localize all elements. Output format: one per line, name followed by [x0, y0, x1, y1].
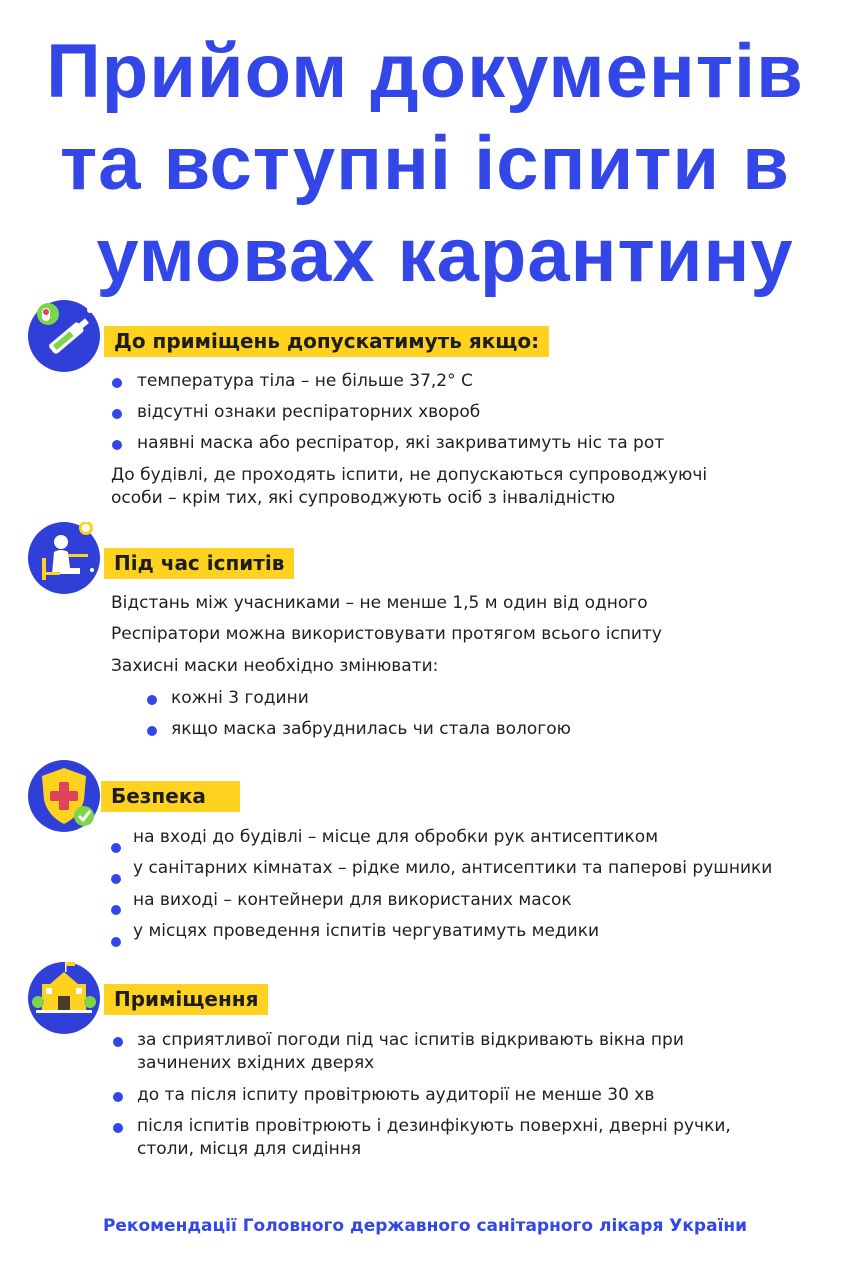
admission-note-line-1: До будівлі, де проходять іспити, не допускаються супроводжуючі [111, 465, 708, 485]
list-item: на виході – контейнери для використаних масок [133, 890, 572, 910]
list-item: на вході до будівлі – місце для обробки рук антисептиком [133, 827, 659, 847]
list-item: температура тіла – не більше 37,2° С [137, 371, 473, 391]
list-item: якщо маска забруднилась чи стала вологою [171, 719, 571, 739]
masks-line: Захисні маски необхідно змінювати: [111, 656, 439, 676]
bullet-dot [147, 695, 157, 705]
list-item: у місцях проведення іспитів чергуватимуть медики [133, 921, 600, 941]
title-line-2: та вступні іспити в [60, 121, 790, 206]
list-item: наявні маска або респіратор, які закриватимуть ніс та рот [137, 433, 665, 453]
bullet-dot [147, 726, 157, 736]
bullet-dot [111, 843, 121, 853]
bullet-dot [113, 1123, 123, 1133]
shield-cross-icon [28, 760, 100, 832]
bullet-dot [111, 937, 121, 947]
section-heading: До приміщень допускатимуть якщо: [104, 326, 549, 357]
bullet-dot [112, 440, 122, 450]
respirator-line: Респіратори можна використовувати протягом всього іспиту [111, 624, 662, 644]
list-item: після іспитів провітрюють і дезинфікують поверхні, дверні ручки, столи, місця для сидіння [137, 1116, 731, 1159]
student-at-desk-icon [28, 522, 100, 594]
thermometer-icon [28, 300, 100, 372]
list-item: у санітарних кімнатах – рідке мило, антисептики та паперові рушники [133, 858, 773, 878]
section-heading: Під час іспитів [104, 548, 294, 579]
list-item: за сприятливої погоди під час іспитів відкривають вікна при зачинених вхідних дверях [137, 1030, 684, 1073]
admission-note-line-2: особи – крім тих, які супроводжують осіб з інвалідністю [111, 488, 616, 508]
title-line-3: умовах карантину [96, 213, 794, 298]
section-heading: Приміщення [104, 984, 268, 1015]
bullet-dot [112, 378, 122, 388]
title-line-1: Прийом документів [46, 29, 804, 114]
bullet-dot [111, 874, 121, 884]
bullet-dot [113, 1037, 123, 1047]
list-item: кожні 3 години [171, 688, 309, 708]
page-title [0, 26, 850, 302]
list-item: до та після іспиту провітрюють аудиторії не менше 30 хв [137, 1085, 655, 1105]
footer-credit: Рекомендації Головного державного санітарного лікаря України [102, 1216, 748, 1236]
school-building-icon [28, 962, 100, 1034]
list-item: відсутні ознаки респіраторних хвороб [137, 402, 481, 422]
section-heading: Безпека [101, 781, 240, 812]
bullet-dot [113, 1092, 123, 1102]
bullet-dot [112, 409, 122, 419]
distance-line: Відстань між учасниками – не менше 1,5 м один від одного [111, 593, 648, 613]
bullet-dot [111, 905, 121, 915]
